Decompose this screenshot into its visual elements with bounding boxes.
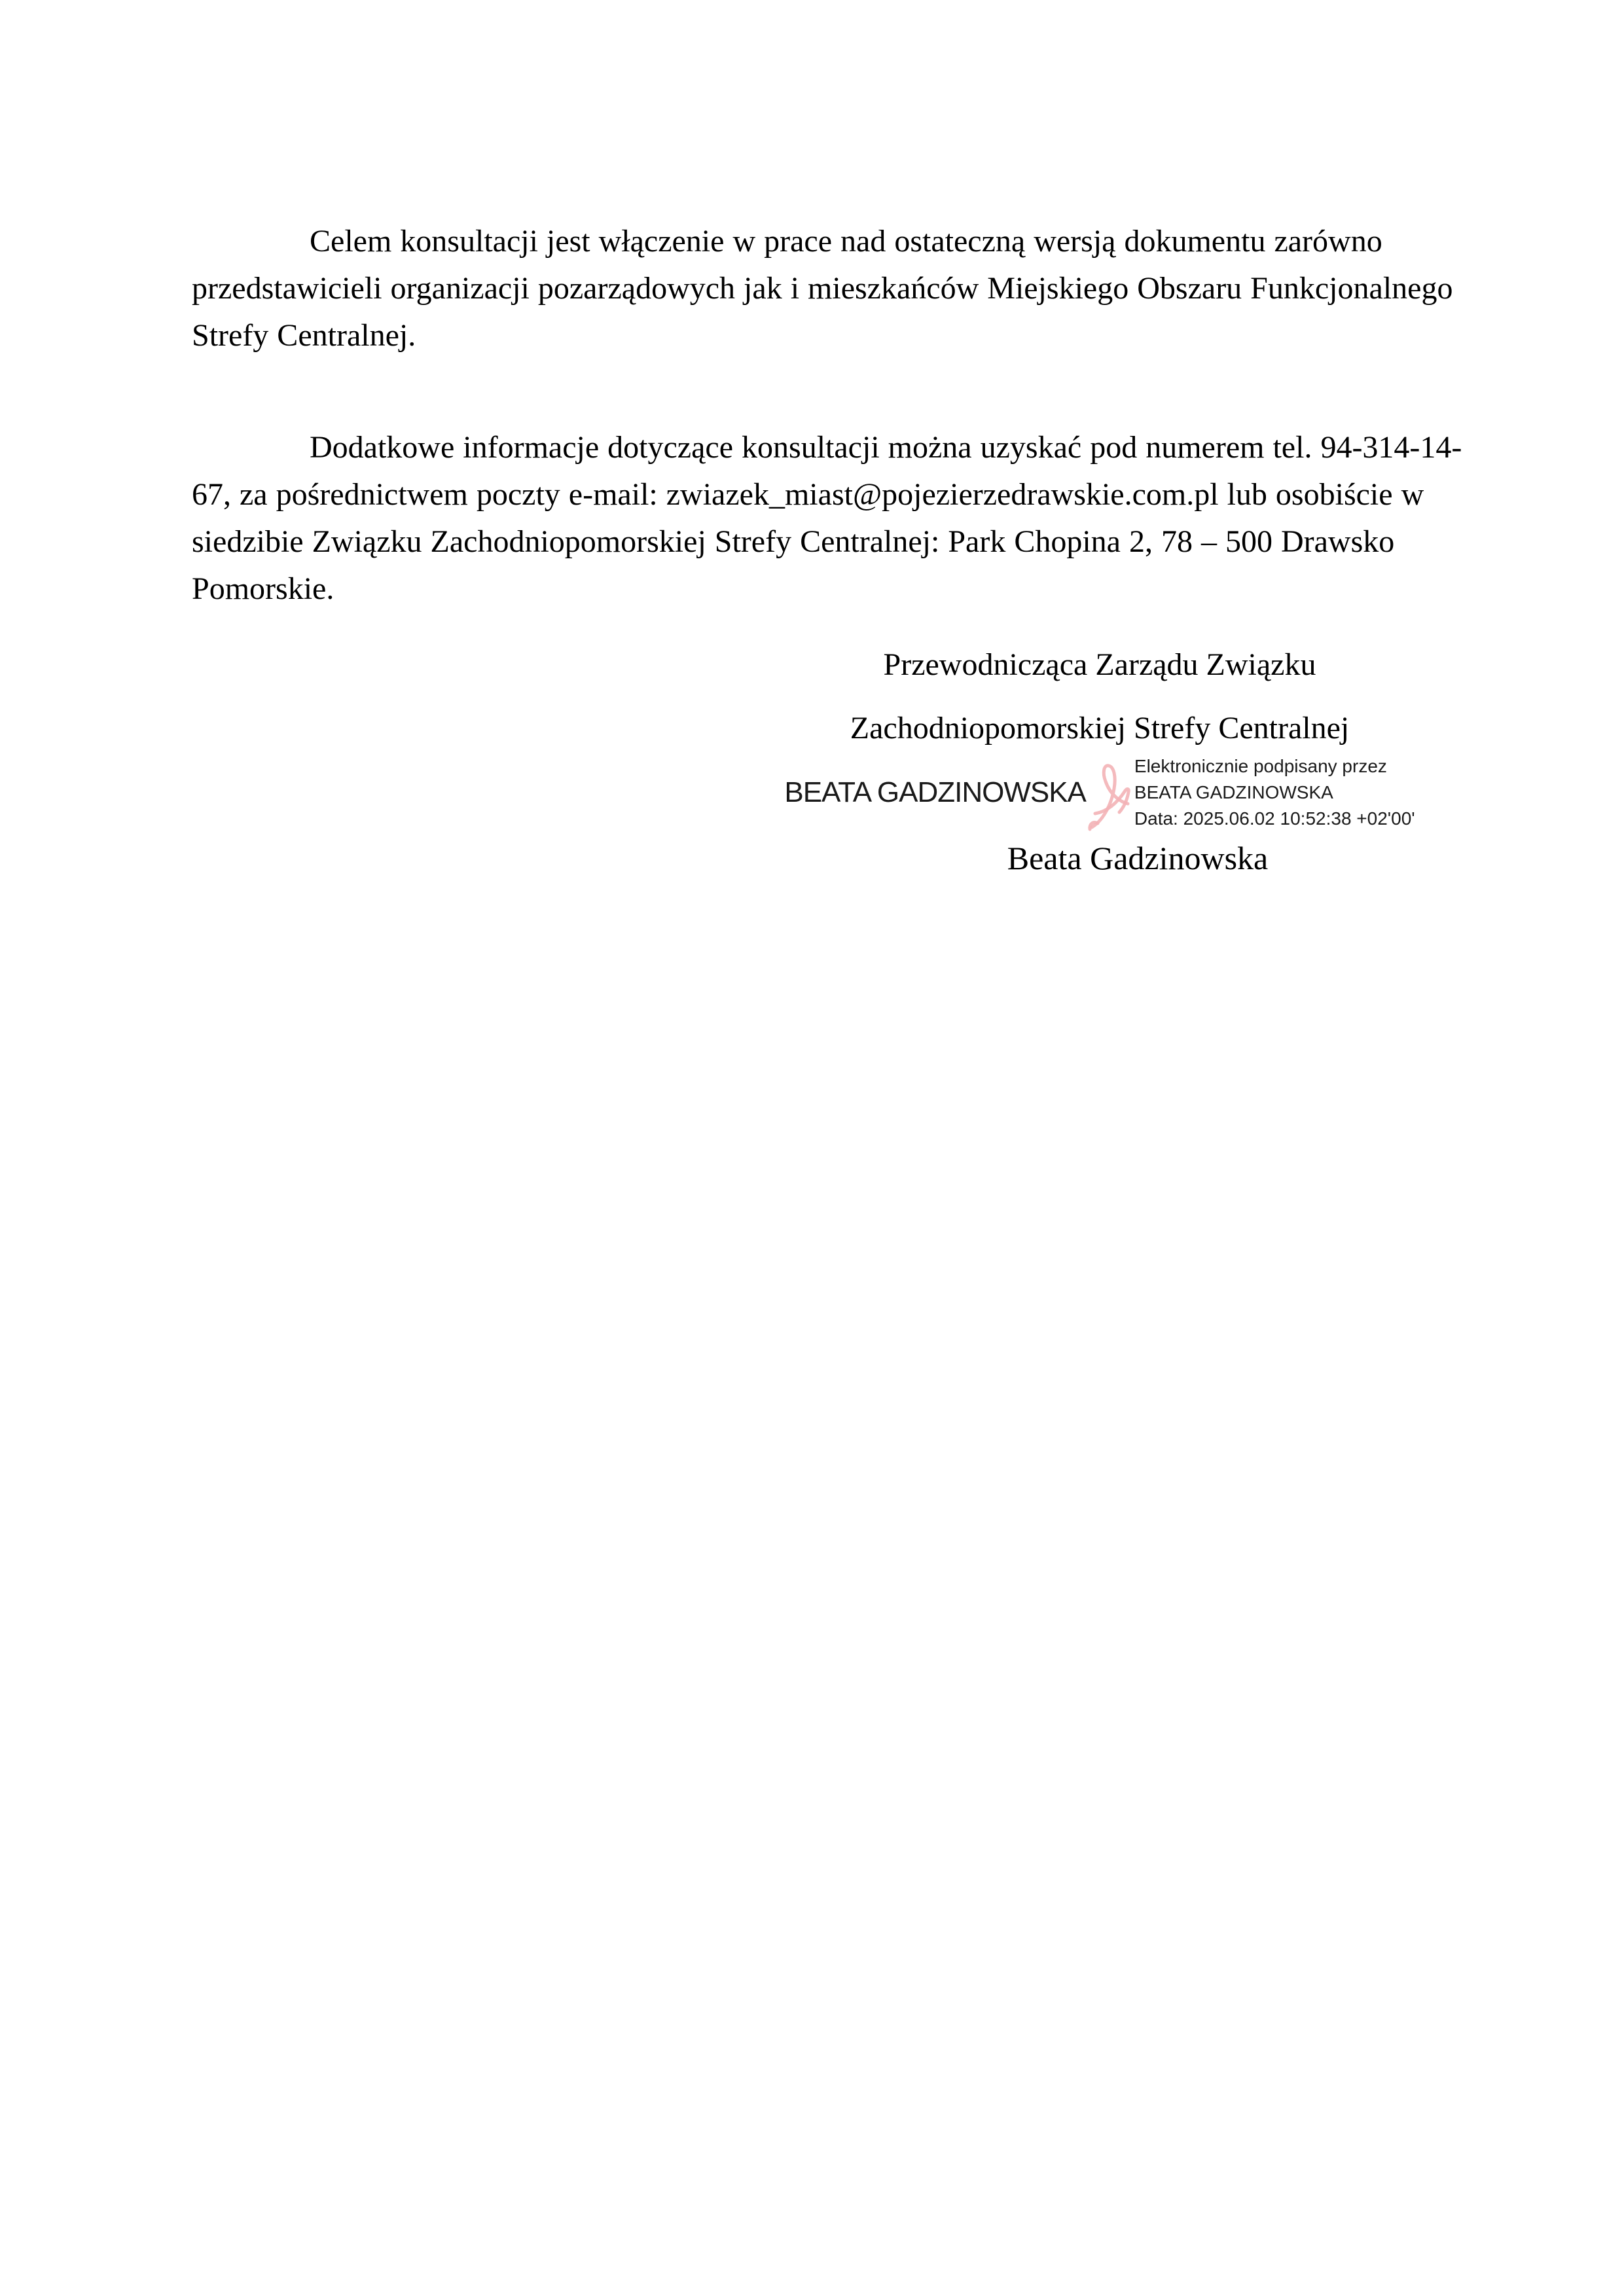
stamp-details	[1134, 753, 1415, 832]
signature-title-line-1: Przewodnicząca Zarządu Związku	[883, 647, 1316, 682]
electronic-signature-stamp	[720, 752, 1479, 833]
stamp-detail-line-2: BEATA GADZINOWSKA	[1134, 782, 1333, 802]
signer-name: Beata Gadzinowska	[1007, 840, 1269, 876]
signature-block	[720, 641, 1479, 882]
paragraph-consultation-goal: Celem konsultacji jest włączenie w prace nad ostateczną wersją dokumentu zarówno przedstawicieli organizacji pozarządowych jak i mieszkańców Miejskiego Obszaru Funkcjonalnego Strefy Centralnej.	[192, 224, 1453, 353]
signature-title-line-2: Zachodniopomorskiej Strefy Centralnej	[850, 711, 1350, 745]
stamp-detail-line-1: Elektronicznie podpisany przez	[1134, 756, 1387, 776]
adobe-acrobat-signature-ribbon-icon	[1087, 753, 1130, 832]
paragraph-contact-info: Dodatkowe informacje dotyczące konsultacji można uzyskać pod numerem tel. 94-314-14-67, za pośrednictwem poczty e-mail: zwiazek_miast@pojezierzedrawskie.com.pl lub osobiście w siedzibie Związku Zachodniopomorskiej Strefy Centralnej: Park Chopina 2, 78 – 500 Drawsko Pomorskie.	[192, 430, 1462, 606]
stamp-detail-line-3: Data: 2025.06.02 10:52:38 +02'00'	[1134, 808, 1415, 829]
stamp-signer-name: BEATA GADZINOWSKA	[784, 776, 1086, 808]
